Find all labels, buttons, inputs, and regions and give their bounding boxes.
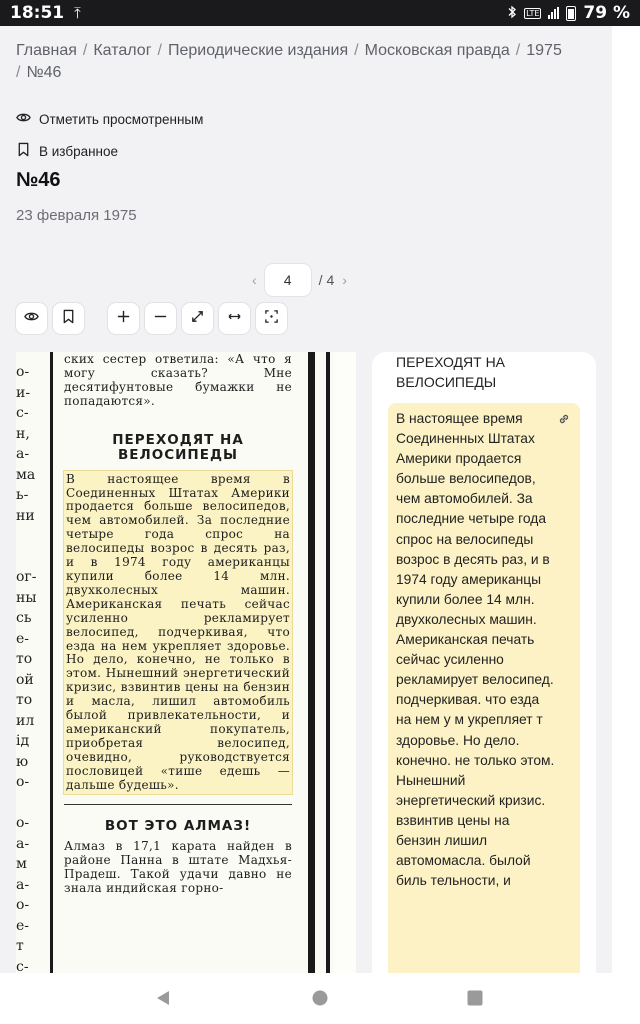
column-rule	[50, 352, 53, 973]
scan-headline: ПЕРЕХОДЯТ НА ВЕЛОСИПЕДЫ	[112, 431, 244, 463]
home-icon[interactable]	[312, 990, 328, 1011]
scan-left-fragment	[16, 547, 42, 568]
article-body: В настоящее время Соединенных Штатах Америки продается больше велосипедов, чем автомобилей. За последние четыре года спрос на велосипеды возрос в десять раз, и в 1974 году американцы купили более 14 млн. двухколесных машин. Американская печать сейчас усиленно рекламирует велосипед. подчеркивая. что езда на нем у м укрепляет т здоровье. Но дело. конечно. не только этом. Нынешний энергетический кризис. взвинтив цены на бензин лишил автомомасла. былой биль тельности, и	[396, 411, 555, 889]
ocr-text-panel	[372, 352, 596, 973]
scan-left-fragment: е-	[16, 630, 30, 647]
scan-left-fragment: ни	[16, 507, 35, 524]
breadcrumb-issue: №46	[26, 64, 62, 81]
favorites-label: В избранное	[39, 143, 119, 159]
page-title: №46	[16, 169, 61, 191]
status-icons	[507, 3, 630, 23]
scroll-gutter	[612, 26, 640, 973]
battery-level: 79 %	[583, 3, 630, 23]
bookmark-icon	[61, 309, 76, 329]
breadcrumb-catalog[interactable]: Каталог	[93, 42, 152, 59]
back-icon[interactable]	[155, 990, 171, 1011]
upload-icon: ⤒	[74, 4, 81, 22]
breadcrumb-separator: /	[82, 42, 88, 59]
breadcrumb-home[interactable]: Главная	[16, 42, 77, 59]
page-pager	[252, 264, 347, 296]
zoom-out-button[interactable]	[145, 303, 176, 334]
scan-left-fragment: ог-	[16, 569, 37, 585]
highlighted-text-block[interactable]	[388, 403, 580, 973]
scan-left-fragment: ны	[16, 589, 37, 606]
fullscreen-button[interactable]	[182, 303, 213, 334]
scan-left-fragment: ил	[16, 712, 35, 729]
scan-left-fragment: а-	[16, 835, 30, 852]
article-title: ПЕРЕХОДЯТ НА ВЕЛОСИПЕДЫ	[396, 354, 506, 390]
bluetooth-icon	[507, 5, 517, 22]
toggle-view-button[interactable]	[16, 303, 47, 334]
scan-headline-2: ВОТ ЭТО АЛМАЗ!	[104, 818, 252, 835]
battery-icon	[566, 6, 576, 21]
divider	[64, 804, 292, 805]
page-content	[0, 26, 612, 973]
expand-icon	[190, 309, 205, 329]
eye-icon	[16, 110, 31, 128]
scan-left-fragment: о-	[16, 815, 30, 831]
link-icon[interactable]	[557, 412, 571, 426]
scan-left-fragment: о-	[16, 364, 30, 380]
scan-left-fragment: а-	[16, 876, 30, 893]
newspaper-scan[interactable]	[16, 352, 356, 973]
scan-left-fragment: с-	[16, 958, 29, 973]
scan-intro-text: ских сестер ответила: «А что я могу сказать? Мне десятифунтовые бумажки не попадаются».	[64, 352, 292, 408]
breadcrumb-year[interactable]: 1975	[526, 42, 562, 59]
scan-left-fragment: с-	[16, 405, 29, 421]
scan-left-fragment: т	[16, 938, 24, 954]
mark-viewed-button[interactable]	[16, 110, 203, 128]
eye-icon	[24, 309, 39, 329]
breadcrumb-separator: /	[515, 42, 521, 59]
status-bar	[0, 0, 640, 26]
scan-article-column	[64, 352, 292, 896]
bookmark-icon	[16, 142, 31, 160]
mark-viewed-label: Отметить просмотренным	[39, 111, 204, 127]
system-nav-bar	[0, 973, 640, 1024]
breadcrumb-separator: /	[354, 42, 359, 59]
breadcrumb-periodicals[interactable]: Периодические издания	[167, 42, 349, 59]
scan-left-fragment: ід	[16, 733, 30, 749]
scan-left-fragment: м	[16, 856, 27, 872]
scan-left-fragment: ь-	[16, 487, 29, 503]
status-time: 18:51	[10, 3, 65, 23]
add-to-favorites-button[interactable]	[16, 142, 118, 160]
scan-left-fragment: сь	[16, 610, 32, 626]
fit-page-icon	[264, 309, 279, 329]
scan-left-fragment: ю	[16, 753, 29, 770]
issue-date: 23 февраля 1975	[16, 207, 137, 224]
breadcrumb-separator: /	[16, 64, 21, 81]
breadcrumb-separator: /	[157, 42, 162, 59]
scan-left-fragment: ой	[16, 671, 34, 688]
scan-left-fragment: то	[16, 651, 33, 667]
scan-article-2: Алмаз в 17,1 карата найден в районе Панна в штате Мадхья-Прадеш. Такой удачи давно не знала индийская горно-	[64, 839, 292, 896]
network-type: LTE	[526, 8, 540, 18]
scan-left-fragment: о-	[16, 774, 30, 790]
scan-left-fragment: о-	[16, 897, 30, 913]
fit-width-button[interactable]	[219, 303, 250, 334]
scan-left-fragment: а-	[16, 446, 30, 462]
scan-left-fragment	[16, 526, 42, 547]
scan-margin	[334, 352, 356, 973]
next-page-icon[interactable]: ›	[342, 272, 347, 288]
scan-left-column	[16, 352, 42, 973]
breadcrumb-newspaper[interactable]: Московская правда	[364, 42, 510, 59]
viewer-toolbar	[16, 303, 287, 334]
page-total: / 4	[318, 272, 335, 288]
scan-highlighted-article: В настоящее время в Соединенных Штатах Америки продается больше велосипедов, чем автомобилей. За последние четыре года спрос на велосипеды возрос в десять раз, и в 1974 году американцы купили более 14 млн. двухколесных машин. Американская печать сейчас усиленно рекламирует велосипед, подчеркивая, что езда на нем укрепляет здоровье. Но дело, конечно, не только в этом. Нынешний энергетический кризис, взвинтив цены на бензин и масла, лишил автомобиль былой привлекательности, и американский покупатель, приобретая велосипед, очевидно, руководствуется пословицей «тише едешь — дальше будешь».	[64, 471, 292, 795]
zoom-out-icon	[153, 309, 168, 329]
column-rule	[326, 352, 330, 973]
recents-icon[interactable]	[467, 990, 483, 1011]
fit-width-icon	[227, 309, 242, 329]
fit-page-button[interactable]	[256, 303, 287, 334]
column-rule	[308, 352, 315, 973]
scan-left-fragment: ма	[16, 466, 36, 483]
breadcrumb	[16, 40, 606, 84]
scan-left-fragment	[16, 793, 42, 814]
scan-left-fragment: и-	[16, 384, 31, 401]
signal-icon	[548, 7, 559, 19]
zoom-in-icon	[116, 309, 131, 329]
scan-left-fragment: е-	[16, 917, 30, 934]
scan-left-fragment: н,	[16, 425, 30, 442]
page-number-input[interactable]: 4	[265, 264, 311, 296]
bookmark-button[interactable]	[53, 303, 84, 334]
zoom-in-button[interactable]	[108, 303, 139, 334]
prev-page-icon[interactable]: ‹	[252, 272, 257, 288]
scan-left-fragment: то	[16, 692, 33, 708]
